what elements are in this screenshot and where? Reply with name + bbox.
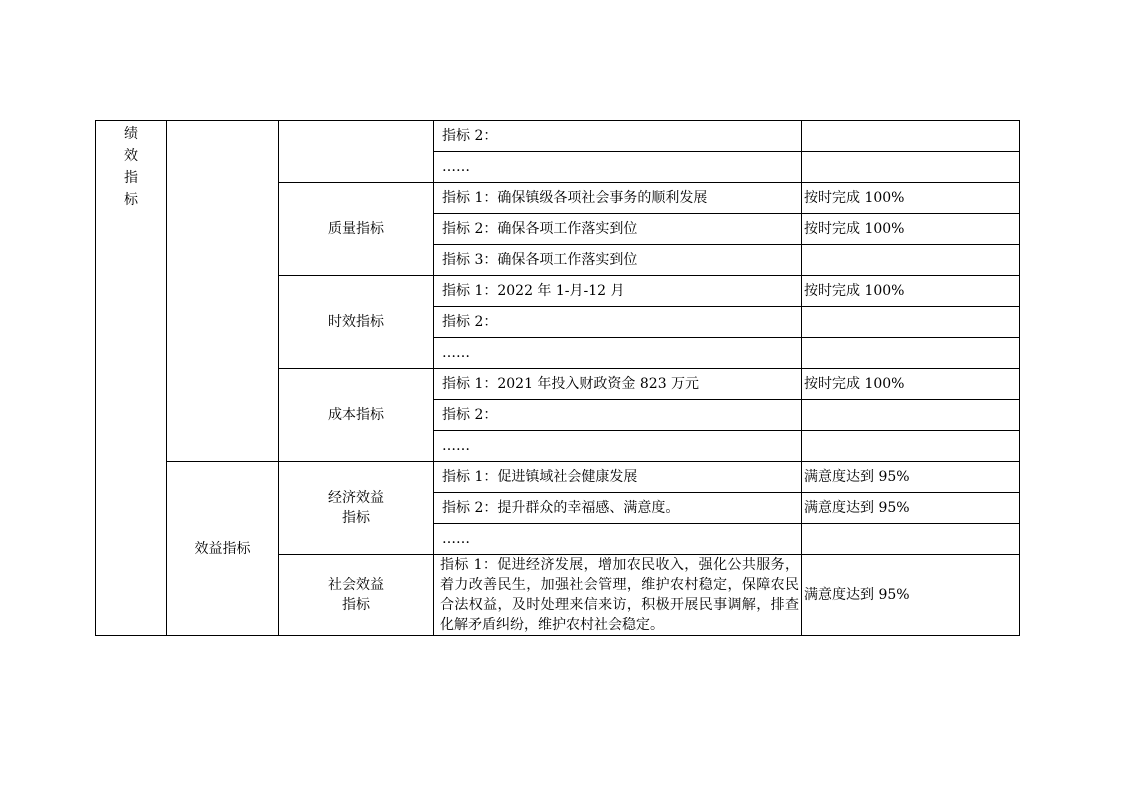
table-row: [96, 121, 1020, 152]
indicator-cell: 指标 2：: [434, 400, 802, 431]
indicator-cell: 指标 1：2022 年 1-月-12 月: [434, 276, 802, 307]
social-benefit-label: [279, 555, 434, 636]
indicator-cell: ……: [434, 152, 802, 183]
table-row: [96, 462, 1020, 493]
value-cell: [802, 524, 1020, 555]
quality-indicator-label: 质量指标: [279, 183, 434, 276]
value-cell: 满意度达到 95%: [802, 462, 1020, 493]
label-line: 指标: [342, 510, 370, 526]
value-cell: 按时完成 100%: [802, 214, 1020, 245]
value-cell: [802, 431, 1020, 462]
economic-benefit-label: [279, 462, 434, 555]
indicator-cell: 指标 1：促进经济发展，增加农民收入，强化公共服务，着力改善民生，加强社会管理，维护农村稳定，保障农民合法权益，及时处理来信来访，积极开展民事调解，排查化解矛盾纠纷，维护农村社会稳定。: [434, 555, 802, 636]
label-line: 经济效益: [328, 490, 384, 506]
label-char: 标: [124, 192, 138, 208]
benefit-indicator-label: 效益指标: [167, 462, 279, 636]
value-cell: [802, 307, 1020, 338]
third-level-quantity-cell: [279, 121, 434, 183]
first-level-label: [96, 121, 167, 636]
value-cell: [802, 121, 1020, 152]
label-char: 指: [124, 170, 138, 186]
indicator-cell: 指标 2：确保各项工作落实到位: [434, 214, 802, 245]
cost-indicator-label: 成本指标: [279, 369, 434, 462]
indicator-cell: 指标 1：确保镇级各项社会事务的顺利发展: [434, 183, 802, 214]
indicator-cell: ……: [434, 431, 802, 462]
value-cell: 按时完成 100%: [802, 183, 1020, 214]
value-cell: [802, 152, 1020, 183]
performance-indicator-table: [95, 120, 1020, 636]
value-cell: 按时完成 100%: [802, 369, 1020, 400]
value-cell: 满意度达到 95%: [802, 493, 1020, 524]
value-cell: 满意度达到 95%: [802, 555, 1020, 636]
label-line: 社会效益: [328, 577, 384, 593]
label-char: 效: [124, 148, 138, 164]
second-level-output-cell: [167, 121, 279, 462]
indicator-cell: 指标 2：提升群众的幸福感、满意度。: [434, 493, 802, 524]
indicator-cell: 指标 2：: [434, 121, 802, 152]
timeliness-indicator-label: 时效指标: [279, 276, 434, 369]
indicator-cell: 指标 1：2021 年投入财政资金 823 万元: [434, 369, 802, 400]
indicator-cell: ……: [434, 524, 802, 555]
value-cell: [802, 400, 1020, 431]
value-cell: [802, 245, 1020, 276]
value-cell: 按时完成 100%: [802, 276, 1020, 307]
indicator-cell: 指标 1：促进镇域社会健康发展: [434, 462, 802, 493]
value-cell: [802, 338, 1020, 369]
label-line: 指标: [342, 597, 370, 613]
indicator-cell: 指标 2：: [434, 307, 802, 338]
label-char: 绩: [124, 126, 138, 142]
indicator-cell: 指标 3：确保各项工作落实到位: [434, 245, 802, 276]
indicator-cell: ……: [434, 338, 802, 369]
